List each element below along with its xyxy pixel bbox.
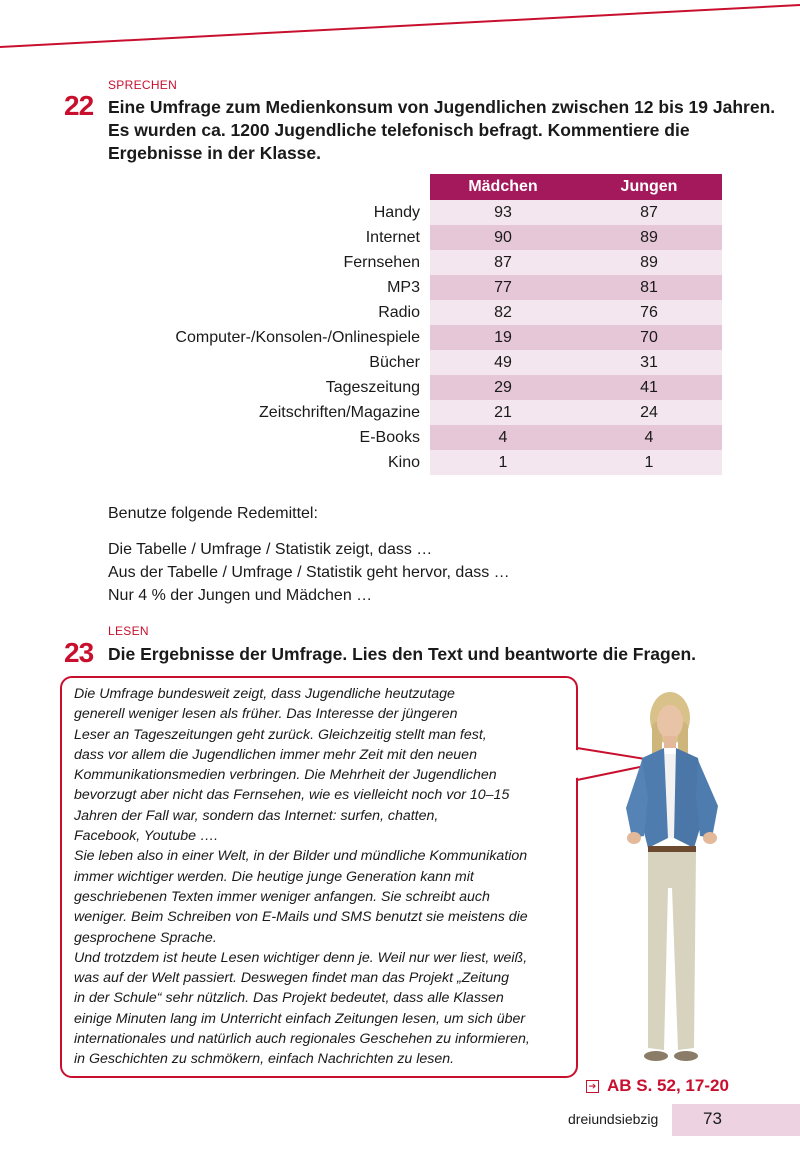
girls-value: 1 (430, 450, 576, 475)
table-row (110, 275, 722, 300)
row-label: Bücher (369, 354, 420, 371)
table-row (110, 325, 722, 350)
task-22-title-line: Eine Umfrage zum Medienkonsum von Jugendlichen zwischen 12 bis 19 Jahren. (108, 97, 776, 117)
row-label: Zeitschriften/Magazine (259, 404, 420, 421)
boys-value: 24 (576, 400, 722, 425)
girls-value: 93 (430, 200, 576, 225)
boys-value: 70 (576, 325, 722, 350)
reading-text-line: Die Umfrage bundesweit zeigt, dass Jugendliche heutzutage (74, 686, 455, 702)
boys-value: 89 (576, 250, 722, 275)
girls-value: 49 (430, 350, 576, 375)
table-row (110, 375, 722, 400)
reading-text-line: weniger. Beim Schreiben von E-Mails und SMS benutzt sie meistens die (74, 909, 528, 926)
top-red-rule (0, 0, 800, 60)
boys-value: 81 (576, 275, 722, 300)
reading-text-line: Sie leben also in einer Welt, in der Bilder und mündliche Kommunikation (74, 848, 528, 865)
redemittel-phrase: Aus der Tabelle / Umfrage / Statistik geht hervor, dass … (108, 564, 510, 581)
workbook-reference (586, 1076, 729, 1096)
boys-value: 76 (576, 300, 722, 325)
row-label: E-Books (359, 429, 420, 446)
column-header-girls: Mädchen (430, 174, 576, 200)
girls-value: 82 (430, 300, 576, 325)
boys-value: 1 (576, 450, 722, 475)
reading-text-line: bevorzugt aber nicht das Fernsehen, wie es vielleicht noch vor 10–15 (74, 787, 510, 804)
task-number-22: 22 (64, 90, 94, 121)
table-row (110, 350, 722, 375)
reading-text-line: in Geschichten zu schmökern, einfach Nachrichten zu lesen. (74, 1051, 455, 1068)
girls-value: 29 (430, 375, 576, 400)
task-23-title-line: Die Ergebnisse der Umfrage. Lies den Text und beantworte die Fragen. (108, 644, 697, 664)
reading-text-line: was auf der Welt passiert. Deswegen findet man das Projekt „Zeitung (74, 970, 510, 987)
redemittel-intro: Benutze folgende Redemittel: (108, 505, 318, 522)
page-number-tab (672, 1104, 800, 1136)
task-23-title (108, 643, 696, 666)
reading-text-line: Facebook, Youtube …. (74, 828, 219, 845)
page-number-word: dreiundsiebzig (568, 1111, 659, 1127)
girls-value: 87 (430, 250, 576, 275)
redemittel-phrase: Nur 4 % der Jungen und Mädchen … (108, 587, 373, 604)
woman-illustration (618, 688, 728, 1068)
row-label: Fernsehen (343, 254, 420, 271)
task-22-title (108, 96, 775, 165)
table-row (110, 225, 722, 250)
row-label: Radio (378, 304, 420, 321)
table-row (110, 300, 722, 325)
row-label: MP3 (387, 279, 420, 296)
task-number-23: 23 (64, 637, 94, 668)
table-row (110, 450, 722, 475)
task-22-title-line: Es wurden ca. 1200 Jugendliche telefonisch befragt. Kommentiere die (108, 120, 690, 140)
survey-table (110, 174, 722, 475)
table-row (110, 250, 722, 275)
row-label: Internet (365, 229, 420, 246)
row-label: Computer-/Konsolen-/Onlinespiele (175, 329, 420, 346)
section-label-sprechen: SPRECHEN (108, 78, 178, 92)
column-header-boys: Jungen (576, 174, 722, 200)
reading-text-line: gesprochene Sprache. (74, 929, 217, 946)
girls-value: 19 (430, 325, 576, 350)
boys-value: 41 (576, 375, 722, 400)
row-label: Tageszeitung (325, 379, 420, 396)
reading-text-line: immer wichtiger werden. Die heutige junge Generation kann mit (74, 868, 474, 885)
reading-text-line: dass vor allem die Jugendlichen immer mehr Zeit mit den neuen (74, 746, 477, 763)
table-row (110, 200, 722, 225)
reading-text-line: geschriebenen Texten immer weniger anfangen. Sie schreibt auch (74, 888, 490, 905)
task-22-title-line: Ergebnisse in der Klasse. (108, 143, 322, 163)
row-label: Kino (387, 454, 420, 471)
reading-text-line: Und trotzdem ist heute Lesen wichtiger denn je. Weil nur wer liest, weiß, (74, 949, 528, 966)
workbook-reference-text: AB S. 52, 17-20 (607, 1076, 729, 1095)
boys-value: 4 (576, 425, 722, 450)
arrow-right-icon: ➔ (586, 1080, 599, 1093)
reading-text-line: Kommunikationsmedien verbringen. Die Mehrheit der Jugendlichen (74, 767, 497, 784)
girls-value: 90 (430, 225, 576, 250)
row-label: Handy (373, 204, 420, 221)
reading-text-line: internationales und natürlich auch regionales Geschehen zu informieren, (74, 1031, 530, 1048)
reading-text-line: Jahren der Fall war, sondern das Internet: surfen, chatten, (74, 807, 439, 824)
girls-value: 21 (430, 400, 576, 425)
boys-value: 87 (576, 200, 722, 225)
page-number: 73 (703, 1109, 722, 1128)
girls-value: 77 (430, 275, 576, 300)
survey-table-header (110, 174, 722, 200)
section-label-lesen: LESEN (108, 624, 149, 638)
redemittel-phrase: Die Tabelle / Umfrage / Statistik zeigt, dass … (108, 541, 433, 558)
table-row (110, 425, 722, 450)
boys-value: 31 (576, 350, 722, 375)
table-row (110, 400, 722, 425)
boys-value: 89 (576, 225, 722, 250)
survey-table-body (110, 200, 722, 475)
reading-text (74, 684, 574, 1070)
reading-text-line: in der Schule“ sehr nützlich. Das Projekt bedeutet, dass alle Klassen (74, 990, 504, 1007)
header-spacer (110, 174, 430, 200)
girls-value: 4 (430, 425, 576, 450)
reading-text-line: generell weniger lesen als früher. Das Interesse der jüngeren (74, 706, 458, 723)
reading-text-line: Leser an Tageszeitungen geht zurück. Gleichzeitig stellt man fest, (74, 726, 487, 743)
reading-text-line: einige Minuten lang im Unterricht einfach Zeitungen lesen, um sich über (74, 1010, 526, 1027)
